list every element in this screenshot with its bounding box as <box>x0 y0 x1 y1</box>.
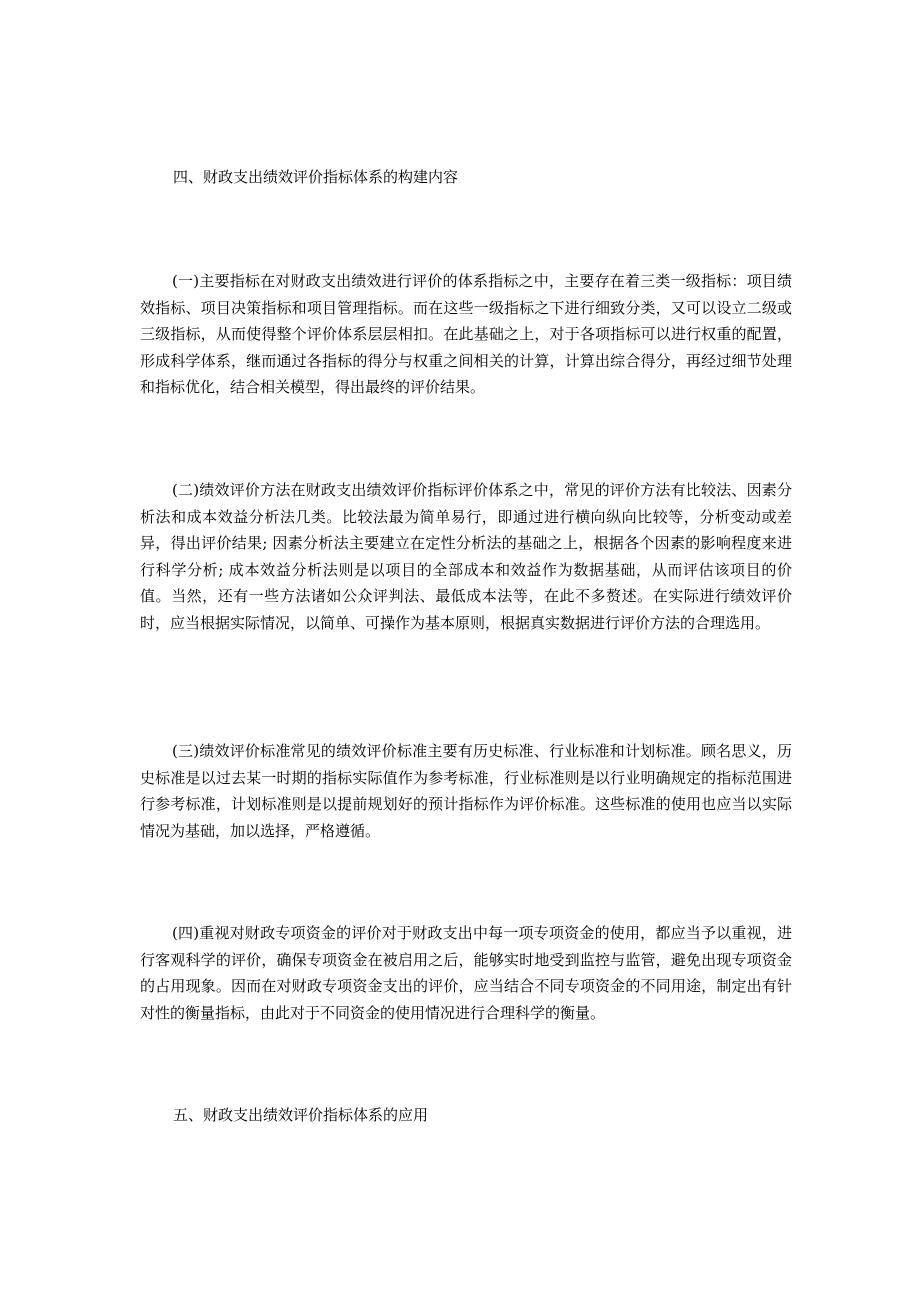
paragraph-main-indicators: (一)主要指标在对财政支出绩效进行评价的体系指标之中，主要存在着三类一级指标：项目绩效指标、项目决策指标和项目管理指标。而在这些一级指标之下进行细致分类，又可以设立二级或三级指标，从而使得整个评价体系层层相扣。在此基础之上，对于各项指标可以进行权重的配置，形成科学体系，继而通过各指标的得分与权重之间相关的计算，计算出综合得分，再经过细节处理和指标优化，结合相关模型，得出最终的评价结果。 <box>140 272 792 397</box>
paragraph-special-funds: (四)重视对财政专项资金的评价对于财政支出中每一项专项资金的使用，都应当予以重视，进行客观科学的评价，确保专项资金在被启用之后，能够实时地受到监控与监管，避免出现专项资金的占用现象。因而在对财政专项资金支出的评价，应当结合不同专项资金的不同用途，制定出有针对性的衡量指标，由此对于不同资金的使用情况进行合理科学的衡量。 <box>140 924 792 1022</box>
paragraph-evaluation-standards: (三)绩效评价标准常见的绩效评价标准主要有历史标准、行业标准和计划标准。顾名思义，历史标准是以过去某一时期的指标实际值作为参考标准，行业标准则是以行业明确规定的指标范围进行参考标准，计划标准则是以提前规划好的预计指标作为评价标准。这些标准的使用也应当以实际情况为基础，加以选择，严格遵循。 <box>140 742 792 840</box>
section-heading-5: 五、财政支出绩效评价指标体系的应用 <box>173 1106 429 1124</box>
paragraph-evaluation-methods: (二)绩效评价方法在财政支出绩效评价指标评价体系之中，常见的评价方法有比较法、因素分析法和成本效益分析法几类。比较法最为简单易行，即通过进行横向纵向比较等，分析变动或差异，得出评价结果; 因素分析法主要建立在定性分析法的基础之上，根据各个因素的影响程度来进行科学分析; 成本效益分析法则是以项目的全部成本和效益作为数据基础，从而评估该项目的价值。当然，还有一些方法诸如公众评判法、最低成本法等，在此不多赘述。在实际进行绩效评价时，应当根据实际情况，以简单、可操作为基本原则，根据真实数据进行评价方法的合理选用。 <box>140 481 792 632</box>
section-heading-4: 四、财政支出绩效评价指标体系的构建内容 <box>173 168 459 186</box>
